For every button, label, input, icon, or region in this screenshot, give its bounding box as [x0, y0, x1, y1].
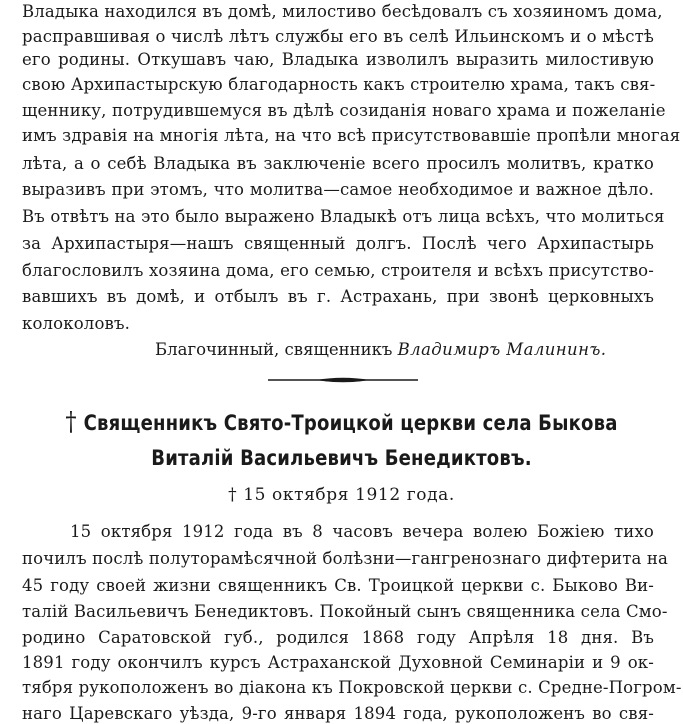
ornament-divider	[268, 376, 418, 384]
signature-name: Владимиръ Малининъ.	[397, 340, 607, 359]
paragraph-line: щеннику, потрудившемуся въ дѣлѣ созиданія новаго храма и пожеланіе	[22, 101, 666, 120]
paragraph-line: колоколовъ.	[22, 314, 131, 333]
paragraph-line: благословилъ хозяина дома, его семью, строителя и всѣхъ присутство-	[22, 261, 654, 280]
obituary-heading-line-1	[48, 408, 635, 437]
paragraph-line: вавшихъ въ домѣ, и отбылъ въ г. Астрахань, при звонѣ церковныхъ	[22, 287, 654, 306]
obituary-heading-line-2: Виталій Васильевичъ Бенедиктовъ.	[151, 446, 532, 470]
paragraph-line: имъ здравія на многія лѣта, на что всѣ присутствовавшіе пропѣли многая	[22, 126, 681, 145]
paragraph-line: наго Царевскаго уѣзда, 9-го января 1894 года, рукоположенъ во свя-	[22, 704, 654, 723]
signature	[155, 340, 606, 360]
signature-title: Благочинный, священникъ	[155, 340, 393, 359]
paragraph-line: талій Васильевичъ Бенедиктовъ. Покойный сынъ священника села Смо-	[22, 602, 668, 621]
paragraph-line: Владыка находился въ домѣ, милостиво бесѣдовалъ съ хозяиномъ дома,	[22, 2, 663, 21]
paragraph-line: 1891 году окончилъ курсъ Астраханской Духовной Семинаріи и 9 ок-	[22, 653, 654, 672]
paragraph-line: родино Саратовской губ., родился 1868 году Апрѣля 18 дня. Въ	[22, 628, 654, 647]
cross-icon: †	[65, 407, 77, 437]
death-date: † 15 октября 1912 года.	[228, 485, 455, 505]
paragraph-line: 45 году своей жизни священникъ Св. Троицкой церкви с. Быково Ви-	[22, 576, 654, 595]
paragraph-line: свою Архипастырскую благодарность какъ строителю храма, такъ свя-	[22, 75, 656, 94]
paragraph-line: его родины. Откушавъ чаю, Владыка изволилъ выразить милостивую	[22, 50, 654, 69]
paragraph-line: тября рукоположенъ во діакона къ Покровской церкви с. Средне-Погром-	[22, 678, 682, 697]
paragraph-line: расправшивая о числѣ лѣтъ службы его въ селѣ Ильинскомъ и о мѣстѣ	[22, 27, 654, 46]
paragraph-line: выразивъ при этомъ, что молитва—самое необходимое и важное дѣло.	[22, 180, 654, 199]
paragraph-line: Въ отвѣтъ на это было выражено Владыкѣ отъ лица всѣхъ, что молиться	[22, 207, 665, 226]
paragraph-line: почилъ послѣ полуторамѣсячной болѣзни—гангренознаго дифтерита на	[22, 549, 669, 568]
paragraph-line: 15 октября 1912 года въ 8 часовъ вечера волею Божіею тихо	[70, 522, 654, 541]
paragraph-line: лѣта, а о себѣ Владыка въ заключеніе всего просилъ молитвъ, кратко	[22, 154, 654, 173]
heading-title: Священникъ Свято-Троицкой церкви села Быкова	[83, 411, 618, 435]
paragraph-line: за Архипастыря—нашъ священный долгъ. Послѣ чего Архипастырь	[22, 234, 654, 253]
